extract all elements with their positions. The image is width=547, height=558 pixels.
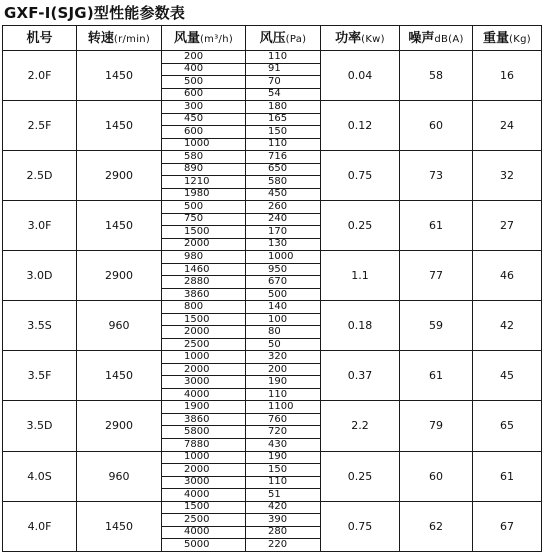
weight-cell: 65 <box>473 401 542 451</box>
pressure-cell: 320 <box>246 351 321 364</box>
header-airflow-unit: (m³/h) <box>199 33 234 45</box>
pressure-cell: 1000 <box>246 251 321 264</box>
airflow-cell: 400 <box>162 63 246 76</box>
speed-cell: 1450 <box>77 51 162 101</box>
weight-cell: 46 <box>473 251 542 301</box>
pressure-cell: 720 <box>246 426 321 439</box>
speed-cell: 1450 <box>77 101 162 151</box>
airflow-cell: 1000 <box>162 138 246 151</box>
airflow-cell: 7880 <box>162 438 246 451</box>
header-weight <box>473 26 542 51</box>
airflow-cell: 500 <box>162 201 246 214</box>
airflow-cell: 600 <box>162 126 246 139</box>
pressure-cell: 54 <box>246 88 321 101</box>
airflow-cell: 1000 <box>162 451 246 464</box>
pressure-cell: 390 <box>246 514 321 527</box>
header-power-label: 功率 <box>335 30 362 46</box>
weight-cell: 61 <box>473 451 542 501</box>
pressure-cell: 180 <box>246 101 321 114</box>
model-cell: 3.0F <box>3 201 77 251</box>
weight-cell: 27 <box>473 201 542 251</box>
airflow-cell: 1210 <box>162 176 246 189</box>
airflow-cell: 890 <box>162 163 246 176</box>
pressure-cell: 220 <box>246 539 321 552</box>
header-pressure <box>246 26 321 51</box>
page-title: GXF-I(SJG)型性能参数表 <box>4 4 186 22</box>
header-speed <box>77 26 162 51</box>
table-row <box>3 351 542 364</box>
power-cell: 0.12 <box>321 101 400 151</box>
airflow-cell: 3860 <box>162 288 246 301</box>
pressure-cell: 280 <box>246 526 321 539</box>
power-cell: 0.75 <box>321 501 400 551</box>
model-cell: 3.5S <box>3 301 77 351</box>
pressure-cell: 110 <box>246 51 321 64</box>
speed-cell: 2900 <box>77 151 162 201</box>
noise-cell: 79 <box>400 401 473 451</box>
header-weight-label: 重量 <box>483 30 510 46</box>
pressure-cell: 70 <box>246 76 321 89</box>
header-speed-unit: (r/min) <box>113 33 151 45</box>
airflow-cell: 2500 <box>162 514 246 527</box>
header-pressure-label: 风压 <box>259 30 286 46</box>
model-cell: 3.5F <box>3 351 77 401</box>
table-row <box>3 251 542 264</box>
airflow-cell: 2000 <box>162 238 246 251</box>
pressure-cell: 760 <box>246 413 321 426</box>
power-cell: 0.37 <box>321 351 400 401</box>
header-row <box>3 26 542 51</box>
header-power-unit: (Kw) <box>361 33 385 45</box>
power-cell: 0.18 <box>321 301 400 351</box>
airflow-cell: 800 <box>162 301 246 314</box>
pressure-cell: 950 <box>246 263 321 276</box>
pressure-cell: 150 <box>246 464 321 477</box>
noise-cell: 58 <box>400 51 473 101</box>
pressure-cell: 80 <box>246 326 321 339</box>
weight-cell: 42 <box>473 301 542 351</box>
airflow-cell: 450 <box>162 113 246 126</box>
header-power <box>321 26 400 51</box>
airflow-cell: 600 <box>162 88 246 101</box>
power-cell: 0.25 <box>321 451 400 501</box>
airflow-cell: 1500 <box>162 501 246 514</box>
weight-cell: 24 <box>473 101 542 151</box>
pressure-cell: 51 <box>246 489 321 502</box>
airflow-cell: 1500 <box>162 226 246 239</box>
pressure-cell: 190 <box>246 376 321 389</box>
pressure-cell: 190 <box>246 451 321 464</box>
pressure-cell: 420 <box>246 501 321 514</box>
noise-cell: 61 <box>400 351 473 401</box>
noise-cell: 73 <box>400 151 473 201</box>
airflow-cell: 200 <box>162 51 246 64</box>
power-cell: 0.04 <box>321 51 400 101</box>
airflow-cell: 750 <box>162 213 246 226</box>
airflow-cell: 1000 <box>162 351 246 364</box>
noise-cell: 61 <box>400 201 473 251</box>
airflow-cell: 4000 <box>162 489 246 502</box>
airflow-cell: 3000 <box>162 376 246 389</box>
model-cell: 3.5D <box>3 401 77 451</box>
pressure-cell: 450 <box>246 188 321 201</box>
pressure-cell: 670 <box>246 276 321 289</box>
airflow-cell: 5000 <box>162 539 246 552</box>
power-cell: 0.75 <box>321 151 400 201</box>
pressure-cell: 110 <box>246 138 321 151</box>
pressure-cell: 1100 <box>246 401 321 414</box>
airflow-cell: 2880 <box>162 276 246 289</box>
pressure-cell: 430 <box>246 438 321 451</box>
speed-cell: 960 <box>77 451 162 501</box>
power-cell: 0.25 <box>321 201 400 251</box>
pressure-cell: 580 <box>246 176 321 189</box>
airflow-cell: 2000 <box>162 464 246 477</box>
airflow-cell: 4000 <box>162 526 246 539</box>
pressure-cell: 165 <box>246 113 321 126</box>
airflow-cell: 2500 <box>162 338 246 351</box>
pressure-cell: 240 <box>246 213 321 226</box>
pressure-cell: 150 <box>246 126 321 139</box>
noise-cell: 59 <box>400 301 473 351</box>
model-cell: 2.0F <box>3 51 77 101</box>
header-speed-label: 转速 <box>87 30 114 46</box>
airflow-cell: 2000 <box>162 326 246 339</box>
weight-cell: 32 <box>473 151 542 201</box>
header-noise <box>400 26 473 51</box>
header-noise-label: 噪声 <box>408 30 435 46</box>
pressure-cell: 500 <box>246 288 321 301</box>
pressure-cell: 110 <box>246 476 321 489</box>
pressure-cell: 130 <box>246 238 321 251</box>
airflow-cell: 980 <box>162 251 246 264</box>
pressure-cell: 100 <box>246 313 321 326</box>
pressure-cell: 50 <box>246 338 321 351</box>
header-model <box>3 26 77 51</box>
model-cell: 4.0F <box>3 501 77 551</box>
header-weight-unit: (Kg) <box>509 33 531 45</box>
table-row <box>3 451 542 464</box>
airflow-cell: 580 <box>162 151 246 164</box>
speed-cell: 1450 <box>77 351 162 401</box>
table-body <box>3 51 542 552</box>
parameter-table <box>2 25 542 552</box>
airflow-cell: 5800 <box>162 426 246 439</box>
airflow-cell: 3860 <box>162 413 246 426</box>
table-row <box>3 101 542 114</box>
weight-cell: 67 <box>473 501 542 551</box>
table-row <box>3 401 542 414</box>
table-row <box>3 501 542 514</box>
airflow-cell: 1980 <box>162 188 246 201</box>
header-model-label: 机号 <box>26 30 53 46</box>
airflow-cell: 3000 <box>162 476 246 489</box>
power-cell: 2.2 <box>321 401 400 451</box>
airflow-cell: 500 <box>162 76 246 89</box>
airflow-cell: 1500 <box>162 313 246 326</box>
airflow-cell: 300 <box>162 101 246 114</box>
model-cell: 4.0S <box>3 451 77 501</box>
airflow-cell: 4000 <box>162 388 246 401</box>
power-cell: 1.1 <box>321 251 400 301</box>
noise-cell: 60 <box>400 451 473 501</box>
pressure-cell: 170 <box>246 226 321 239</box>
airflow-cell: 2000 <box>162 363 246 376</box>
pressure-cell: 110 <box>246 388 321 401</box>
header-airflow <box>162 26 246 51</box>
speed-cell: 1450 <box>77 501 162 551</box>
speed-cell: 960 <box>77 301 162 351</box>
weight-cell: 45 <box>473 351 542 401</box>
pressure-cell: 650 <box>246 163 321 176</box>
model-cell: 2.5F <box>3 101 77 151</box>
weight-cell: 16 <box>473 51 542 101</box>
noise-cell: 62 <box>400 501 473 551</box>
header-airflow-label: 风量 <box>173 30 200 46</box>
header-pressure-unit: (Pa) <box>285 33 307 45</box>
pressure-cell: 716 <box>246 151 321 164</box>
noise-cell: 77 <box>400 251 473 301</box>
model-cell: 2.5D <box>3 151 77 201</box>
table-row <box>3 201 542 214</box>
table-row <box>3 151 542 164</box>
header-noise-unit: dB(A) <box>434 33 464 45</box>
pressure-cell: 260 <box>246 201 321 214</box>
table-row <box>3 301 542 314</box>
airflow-cell: 1900 <box>162 401 246 414</box>
airflow-cell: 1460 <box>162 263 246 276</box>
table-row <box>3 51 542 64</box>
noise-cell: 60 <box>400 101 473 151</box>
model-cell: 3.0D <box>3 251 77 301</box>
pressure-cell: 200 <box>246 363 321 376</box>
speed-cell: 1450 <box>77 201 162 251</box>
speed-cell: 2900 <box>77 251 162 301</box>
speed-cell: 2900 <box>77 401 162 451</box>
pressure-cell: 91 <box>246 63 321 76</box>
pressure-cell: 140 <box>246 301 321 314</box>
